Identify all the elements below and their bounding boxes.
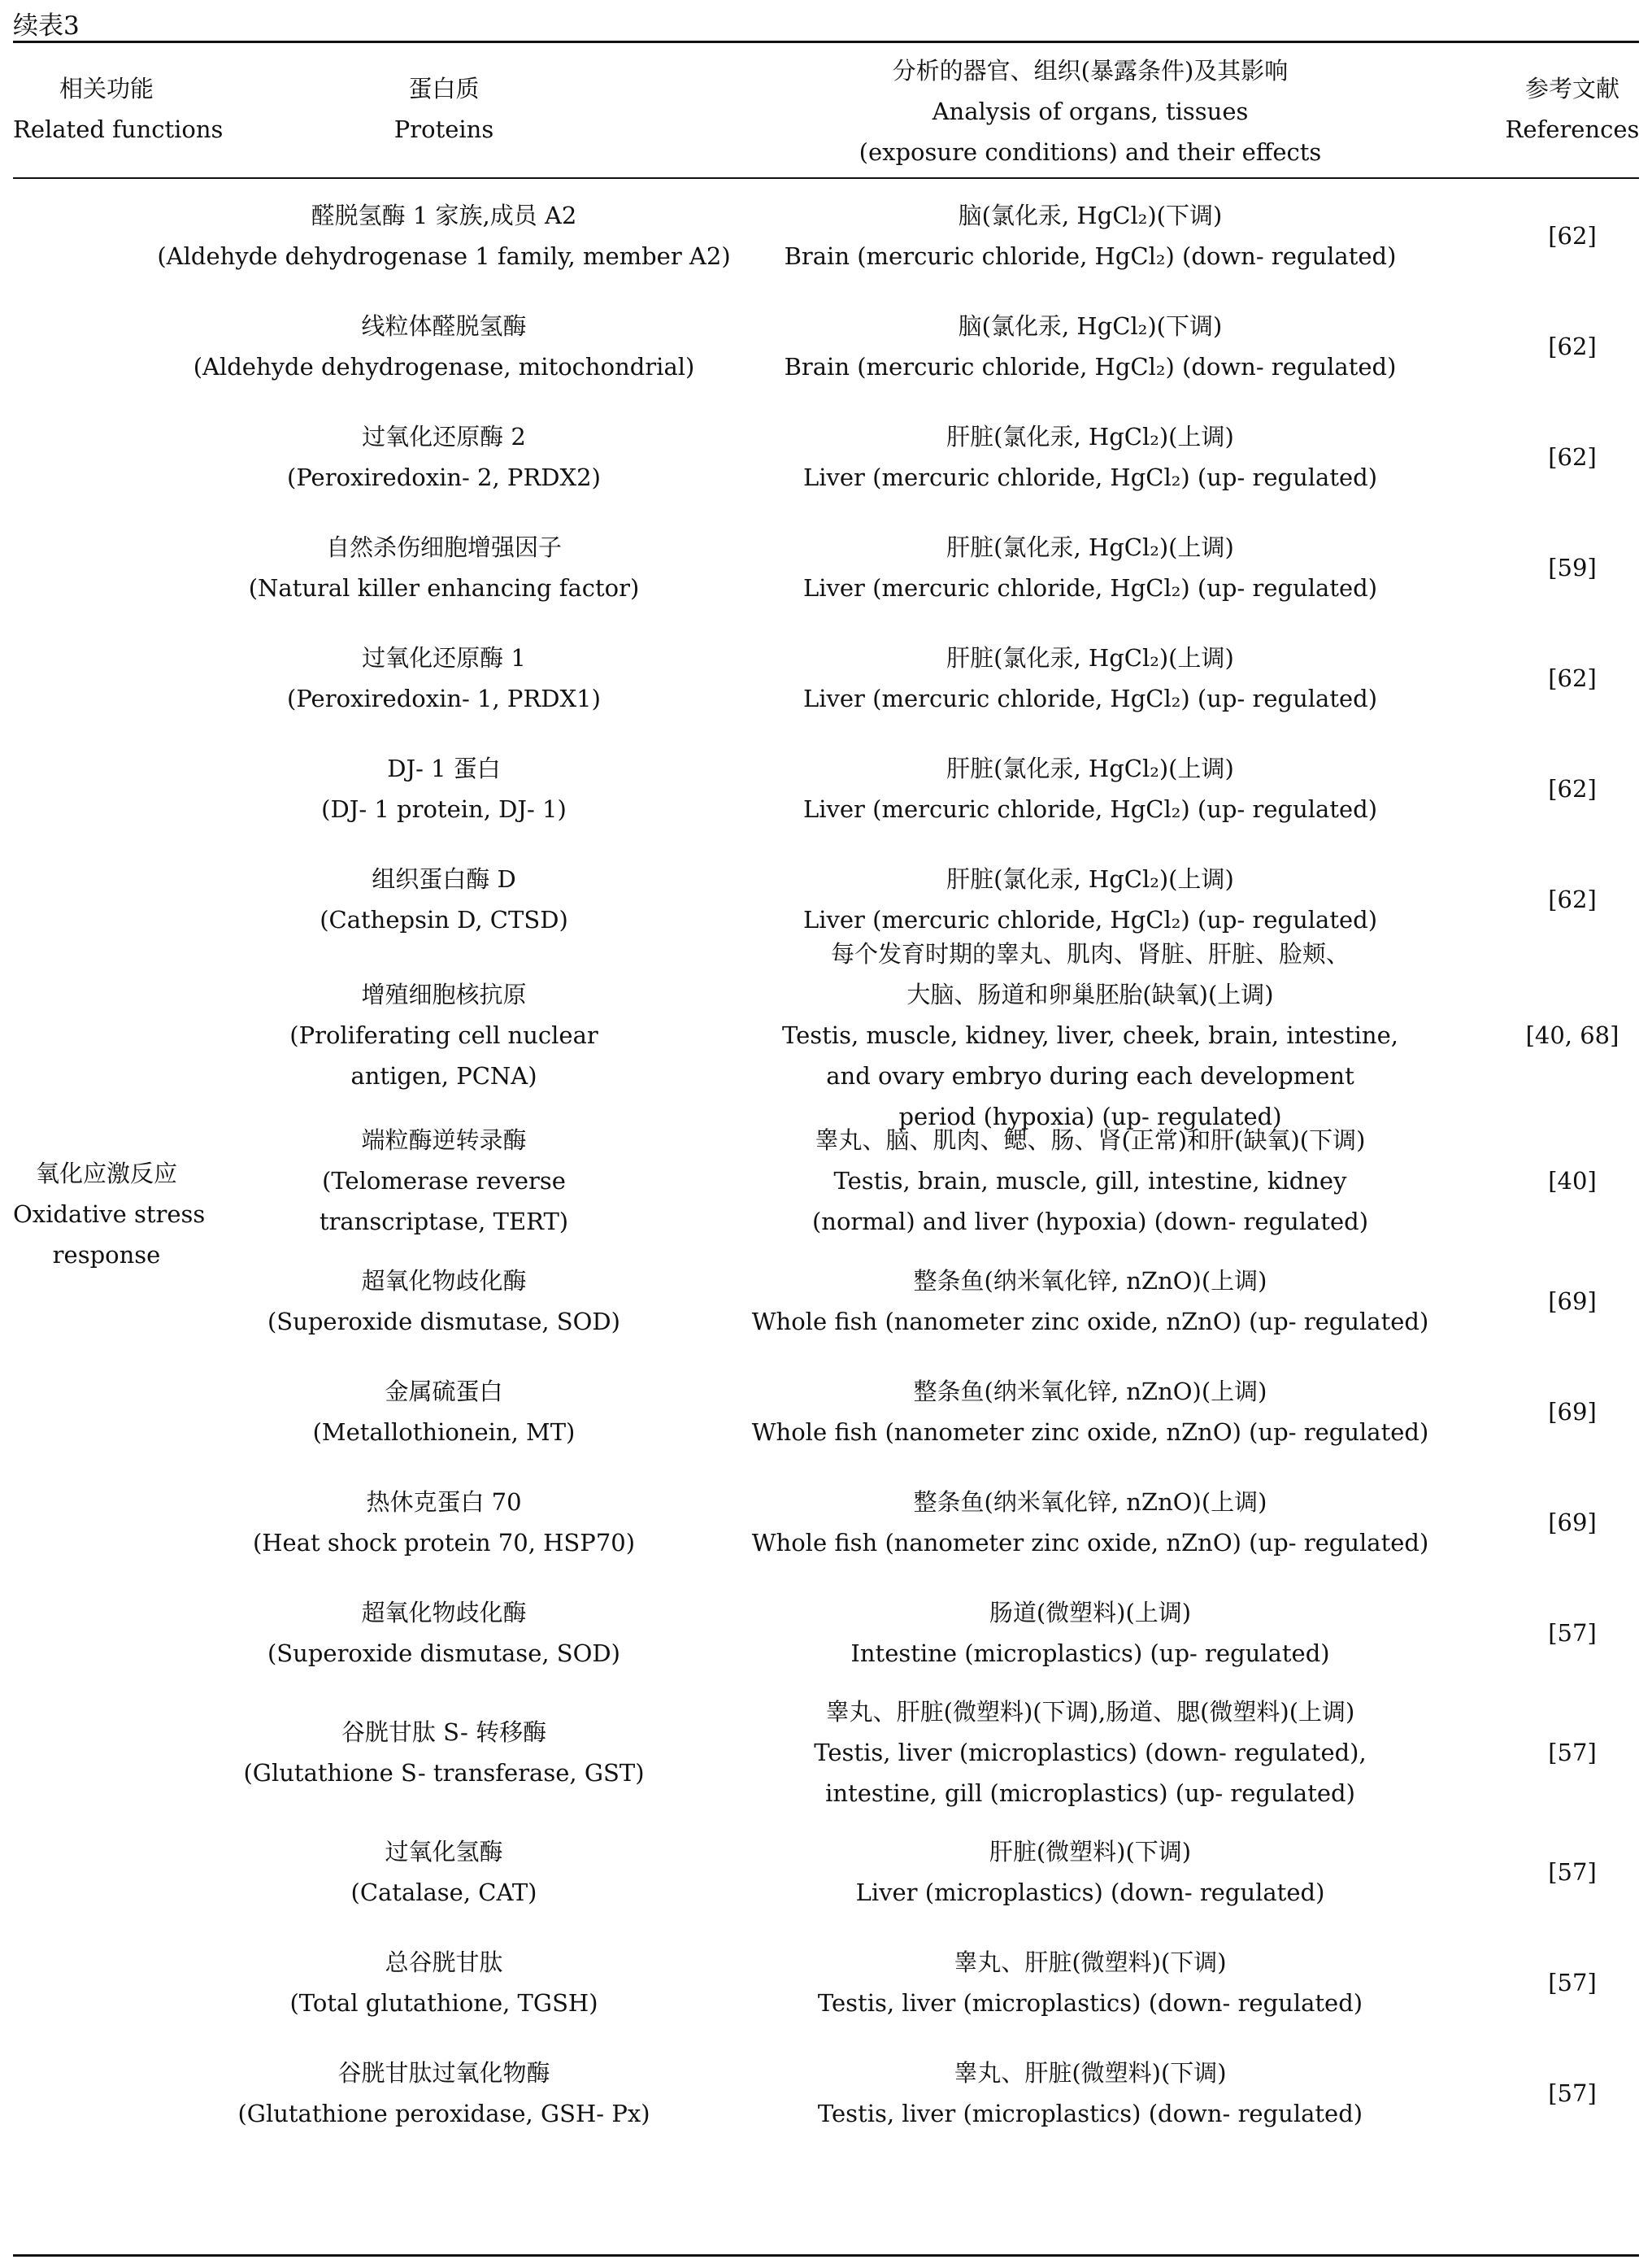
- protein-cell-line: 超氧化物歧化酶: [361, 1267, 527, 1295]
- top-rule: [13, 41, 1639, 43]
- analysis-cell: [688, 402, 1493, 512]
- analysis-cell-line: 肝脏(氯化汞, HgCl₂)(上调): [946, 644, 1234, 672]
- protein-cell-line: (DJ- 1 protein, DJ- 1): [321, 795, 567, 823]
- reference-cell: [69]: [1548, 1509, 1597, 1536]
- analysis-cell-line: 肝脏(氯化汞, HgCl₂)(上调): [946, 533, 1234, 561]
- reference-cell: [62]: [1548, 886, 1597, 913]
- analysis-cell-line: intestine, gill (microplastics) (up- regulated): [825, 1779, 1355, 1807]
- analysis-cell: [688, 1927, 1493, 2038]
- header-rule: [13, 177, 1639, 179]
- protein-cell: [200, 1116, 688, 1246]
- protein-cell-line: 总谷胱甘肽: [385, 1948, 503, 1976]
- protein-cell-line: transcriptase, TERT): [319, 1208, 569, 1235]
- analysis-cell-line: Whole fish (nanometer zinc oxide, nZnO) (up- regulated): [751, 1529, 1429, 1556]
- protein-cell-line: 谷胱甘肽过氧化物酶: [337, 2059, 550, 2087]
- header-func-en: Related functions: [13, 115, 224, 143]
- protein-cell-line: 过氧化氢酶: [385, 1838, 503, 1866]
- header-analysis: [688, 50, 1493, 172]
- analysis-cell-line: Intestine (microplastics) (up- regulated): [850, 1639, 1330, 1667]
- analysis-cell-line: Testis, liver (microplastics) (down- regulated): [817, 2100, 1363, 2127]
- analysis-cell-line: Testis, brain, muscle, gill, intestine, kidney: [833, 1167, 1347, 1195]
- analysis-cell: [688, 734, 1493, 844]
- protein-cell-line: 热休克蛋白 70: [366, 1488, 522, 1516]
- protein-cell-line: (Glutathione S- transferase, GST): [243, 1759, 645, 1787]
- analysis-cell: [688, 940, 1493, 1130]
- protein-cell: [200, 1688, 688, 1817]
- protein-cell: [200, 955, 688, 1116]
- protein-cell-line: (Total glutathione, TGSH): [289, 1989, 598, 2017]
- protein-cell: [200, 1467, 688, 1578]
- protein-cell: [200, 2038, 688, 2149]
- protein-cell-line: (Metallothionein, MT): [312, 1418, 576, 1446]
- reference-cell: [62]: [1548, 775, 1597, 803]
- protein-cell: [200, 1927, 688, 2038]
- protein-cell-line: (Peroxiredoxin- 2, PRDX2): [287, 464, 601, 491]
- analysis-cell-line: 肝脏(氯化汞, HgCl₂)(上调): [946, 423, 1234, 451]
- reference-cell: [40, 68]: [1525, 1021, 1619, 1049]
- table-row: [0, 1817, 1652, 1927]
- function-en-line1: Oxidative stress: [13, 1200, 206, 1228]
- header-anal-en1: Analysis of organs, tissues: [932, 98, 1249, 125]
- header-func-zh: 相关功能: [59, 75, 154, 102]
- analysis-cell: [688, 1116, 1493, 1246]
- analysis-cell-line: 肝脏(氯化汞, HgCl₂)(上调): [946, 865, 1234, 893]
- analysis-cell-line: Brain (mercuric chloride, HgCl₂) (down- regulated): [784, 353, 1397, 381]
- analysis-cell: [688, 623, 1493, 734]
- reference-cell: [62]: [1548, 333, 1597, 360]
- analysis-cell-line: 睾丸、脑、肌肉、鳃、肠、肾(正常)和肝(缺氧)(下调): [815, 1126, 1366, 1154]
- header-references: [1493, 68, 1652, 150]
- reference-cell: [62]: [1548, 222, 1597, 250]
- analysis-cell-line: and ovary embryo during each development: [826, 1062, 1354, 1090]
- table-row: [0, 1467, 1652, 1578]
- protein-cell: [200, 402, 688, 512]
- protein-cell-line: (Heat shock protein 70, HSP70): [252, 1529, 636, 1556]
- reference-cell: [69]: [1548, 1287, 1597, 1315]
- protein-cell-line: 超氧化物歧化酶: [361, 1599, 527, 1626]
- protein-cell-line: (Cathepsin D, CTSD): [320, 906, 568, 934]
- protein-cell-line: (Aldehyde dehydrogenase, mitochondrial): [193, 353, 695, 381]
- protein-cell-line: 自然杀伤细胞增强因子: [325, 533, 562, 561]
- analysis-cell-line: 肝脏(氯化汞, HgCl₂)(上调): [946, 755, 1234, 782]
- protein-cell-line: 增殖细胞核抗原: [361, 981, 527, 1008]
- header-anal-en2: (exposure conditions) and their effects: [859, 138, 1322, 166]
- header-prot-en: Proteins: [393, 115, 494, 143]
- table-row: [0, 1116, 1652, 1246]
- protein-cell: [200, 1817, 688, 1927]
- reference-cell: [57]: [1548, 2079, 1597, 2107]
- protein-cell: [193, 291, 695, 402]
- analysis-cell-line: 肝脏(微塑料)(下调): [989, 1838, 1192, 1866]
- header-ref-en: References: [1505, 115, 1640, 143]
- function-zh: 氧化应激反应: [35, 1160, 177, 1187]
- analysis-cell-line: Testis, liver (microplastics) (down- regulated): [817, 1989, 1363, 2017]
- analysis-cell: [688, 1688, 1493, 1817]
- analysis-cell: [688, 181, 1493, 291]
- analysis-cell-line: 脑(氯化汞, HgCl₂)(下调): [958, 312, 1223, 340]
- protein-cell-line: 过氧化还原酶 2: [362, 423, 526, 451]
- protein-cell: [200, 623, 688, 734]
- analysis-cell: [688, 291, 1493, 402]
- analysis-cell: [688, 1467, 1493, 1578]
- protein-cell-line: 金属硫蛋白: [385, 1378, 503, 1405]
- analysis-cell: [688, 1817, 1493, 1927]
- table-row: [0, 734, 1652, 844]
- header-prot-zh: 蛋白质: [408, 75, 480, 102]
- protein-cell-line: 组织蛋白酶 D: [372, 865, 516, 893]
- protein-cell: [200, 512, 688, 623]
- analysis-cell-line: 整条鱼(纳米氧化锌, nZnO)(上调): [913, 1267, 1267, 1295]
- table-row: [0, 181, 1652, 291]
- table-row: [0, 2038, 1652, 2149]
- analysis-cell-line: 整条鱼(纳米氧化锌, nZnO)(上调): [913, 1488, 1267, 1516]
- protein-cell: [200, 1578, 688, 1688]
- table-row: [0, 623, 1652, 734]
- table-row: [0, 512, 1652, 623]
- analysis-cell: [688, 1356, 1493, 1467]
- protein-cell: [157, 181, 731, 291]
- analysis-cell-line: 每个发育时期的睾丸、肌肉、肾脏、肝脏、脸颊、: [830, 940, 1350, 968]
- reference-cell: [57]: [1548, 1619, 1597, 1647]
- header-anal-zh: 分析的器官、组织(暴露条件)及其影响: [892, 57, 1289, 85]
- reference-cell: [62]: [1548, 664, 1597, 692]
- protein-cell: [200, 734, 688, 844]
- bottom-rule: [13, 2254, 1639, 2257]
- table-row: [0, 1927, 1652, 2038]
- protein-cell: [200, 1356, 688, 1467]
- analysis-cell-line: Liver (mercuric chloride, HgCl₂) (up- regulated): [802, 795, 1378, 823]
- reference-cell: [57]: [1548, 1858, 1597, 1886]
- analysis-cell-line: (normal) and liver (hypoxia) (down- regulated): [811, 1208, 1369, 1235]
- protein-cell-line: (Superoxide dismutase, SOD): [267, 1308, 620, 1335]
- reference-cell: [57]: [1548, 1739, 1597, 1766]
- protein-cell-line: (Telomerase reverse: [322, 1167, 566, 1195]
- analysis-cell: [688, 1246, 1493, 1356]
- analysis-cell: [688, 1578, 1493, 1688]
- protein-cell-line: (Proliferating cell nuclear: [289, 1021, 598, 1049]
- table-row: [0, 1356, 1652, 1467]
- analysis-cell: [688, 512, 1493, 623]
- analysis-cell-line: Brain (mercuric chloride, HgCl₂) (down- regulated): [784, 242, 1397, 270]
- table-row: [0, 1246, 1652, 1356]
- analysis-cell-line: Testis, liver (microplastics) (down- regulated),: [814, 1739, 1367, 1766]
- protein-cell-line: 线粒体醛脱氢酶: [361, 312, 527, 340]
- header-related-functions: [13, 68, 224, 150]
- protein-cell-line: antigen, PCNA): [350, 1062, 537, 1090]
- header-proteins: [200, 68, 688, 150]
- protein-cell-line: (Catalase, CAT): [350, 1879, 537, 1906]
- protein-cell-line: 谷胱甘肽 S- 转移酶: [341, 1718, 547, 1746]
- analysis-cell-line: 肠道(微塑料)(上调): [989, 1599, 1192, 1626]
- reference-cell: [57]: [1548, 1969, 1597, 1996]
- table-row: [0, 291, 1652, 402]
- protein-cell-line: (Peroxiredoxin- 1, PRDX1): [287, 685, 601, 712]
- reference-cell: [59]: [1548, 554, 1597, 581]
- analysis-cell-line: 整条鱼(纳米氧化锌, nZnO)(上调): [913, 1378, 1267, 1405]
- analysis-cell-line: 睾丸、肝脏(微塑料)(下调): [954, 2059, 1227, 2087]
- analysis-cell-line: Testis, muscle, kidney, liver, cheek, brain, intestine,: [782, 1021, 1398, 1049]
- protein-cell-line: (Glutathione peroxidase, GSH- Px): [237, 2100, 650, 2127]
- analysis-cell-line: Liver (mercuric chloride, HgCl₂) (up- regulated): [802, 574, 1378, 602]
- analysis-cell: [688, 2038, 1493, 2149]
- analysis-cell-line: Liver (mercuric chloride, HgCl₂) (up- regulated): [802, 685, 1378, 712]
- protein-cell: [200, 844, 688, 955]
- table-row: [0, 940, 1652, 1130]
- protein-cell-line: 过氧化还原酶 1: [362, 644, 526, 672]
- analysis-cell-line: Whole fish (nanometer zinc oxide, nZnO) (up- regulated): [751, 1418, 1429, 1446]
- analysis-cell-line: 睾丸、肝脏(微塑料)(下调): [954, 1948, 1227, 1976]
- analysis-cell-line: 大脑、肠道和卵巢胚胎(缺氧)(上调): [906, 981, 1274, 1008]
- protein-cell: [200, 1246, 688, 1356]
- table-caption: 续表3: [13, 11, 80, 41]
- table-row: [0, 844, 1652, 955]
- protein-cell-line: 端粒酶逆转录酶: [361, 1126, 527, 1154]
- analysis-cell-line: Liver (mercuric chloride, HgCl₂) (up- regulated): [802, 464, 1378, 491]
- analysis-cell-line: period (hypoxia) (up- regulated): [898, 1103, 1282, 1130]
- table-row: [0, 1578, 1652, 1688]
- protein-cell-line: (Natural killer enhancing factor): [248, 574, 640, 602]
- protein-cell-line: DJ- 1 蛋白: [387, 755, 501, 782]
- analysis-cell-line: Whole fish (nanometer zinc oxide, nZnO) (up- regulated): [751, 1308, 1429, 1335]
- reference-cell: [69]: [1548, 1398, 1597, 1426]
- table-row: [0, 1688, 1652, 1817]
- analysis-cell-line: Liver (mercuric chloride, HgCl₂) (up- regulated): [802, 906, 1378, 934]
- protein-cell-line: (Superoxide dismutase, SOD): [267, 1639, 620, 1667]
- analysis-cell-line: 睾丸、肝脏(微塑料)(下调),肠道、腮(微塑料)(上调): [825, 1698, 1355, 1726]
- analysis-cell-line: Liver (microplastics) (down- regulated): [855, 1879, 1325, 1906]
- protein-cell-line: (Aldehyde dehydrogenase 1 family, member A2): [157, 242, 731, 270]
- table-row: [0, 402, 1652, 512]
- function-en-line2: response: [52, 1241, 161, 1269]
- reference-cell: [62]: [1548, 443, 1597, 471]
- reference-cell: [40]: [1548, 1167, 1597, 1195]
- analysis-cell-line: 脑(氯化汞, HgCl₂)(下调): [958, 202, 1223, 229]
- protein-cell-line: 醛脱氢酶 1 家族,成员 A2: [311, 202, 577, 229]
- header-ref-zh: 参考文献: [1524, 75, 1619, 102]
